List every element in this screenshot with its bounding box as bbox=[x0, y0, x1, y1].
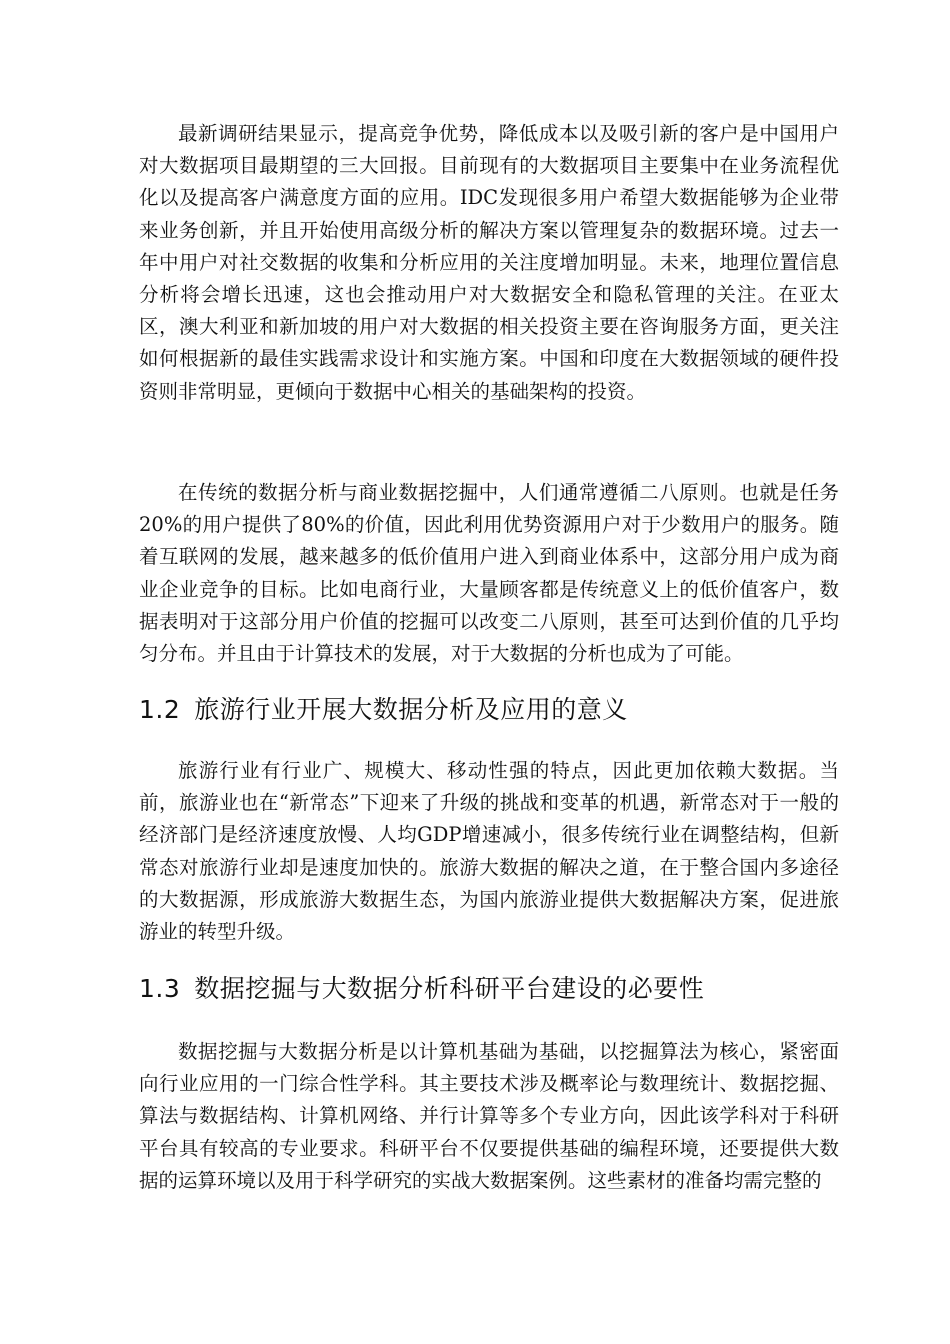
body-paragraph-4: 数据挖掘与大数据分析是以计算机基础为基础，以挖掘算法为核心，紧密面向行业应用的一门综合性学科。其主要技术涉及概率论与数理统计、数据挖掘、算法与数据结构、计算机网络、并行计算等多个专业方向，因此该学科对于科研平台具有较高的专业要求。科研平台不仅要提供基础的编程环境，还要提供大数据的运算环境以及用于科学研究的实战大数据案例。这些素材的准备均需完整的 bbox=[139, 1040, 839, 1192]
body-paragraph-2: 在传统的数据分析与商业数据挖掘中，人们通常遵循二八原则。也就是任务20%的用户提供了80%的价值，因此利用优势资源用户对于少数用户的服务。随着互联网的发展，越来越多的低价值用户进入到商业体系中，这部分用户成为商业企业竞争的目标。比如电商行业，大量顾客都是传统意义上的低价值客户，数据表明对于这部分用户价值的挖掘可以改变二八原则，甚至可达到价值的几乎均匀分布。并且由于计算技术的发展，对于大数据的分析也成为了可能。 bbox=[139, 481, 839, 666]
section-number: 1.2 bbox=[139, 695, 181, 724]
section-title: 数据挖掘与大数据分析科研平台建设的必要性 bbox=[194, 974, 705, 1003]
section-number: 1.3 bbox=[139, 974, 181, 1003]
body-paragraph-1: 最新调研结果显示，提高竞争优势，降低成本以及吸引新的客户是中国用户对大数据项目最期望的三大回报。目前现有的大数据项目主要集中在业务流程优化以及提高客户满意度方面的应用。IDC发现很多用户希望大数据能够为企业带来业务创新，并且开始使用高级分析的解决方案以管理复杂的数据环境。过去一年中用户对社交数据的收集和分析应用的关注度增加明显。未来，地理位置信息分析将会增长迅速，这也会推动用户对大数据安全和隐私管理的关注。在亚太区，澳大利亚和新加坡的用户对大数据的相关投资主要在咨询服务方面，更关注如何根据新的最佳实践需求设计和实施方案。中国和印度在大数据领域的硬件投资则非常明显，更倾向于数据中心相关的基础架构的投资。 bbox=[139, 122, 839, 403]
section-title: 旅游行业开展大数据分析及应用的意义 bbox=[194, 695, 628, 724]
section-heading-1-2 bbox=[139, 690, 628, 726]
body-paragraph-3: 旅游行业有行业广、规模大、移动性强的特点，因此更加依赖大数据。当前，旅游业也在“新常态”下迎来了升级的挑战和变革的机遇，新常态对于一般的经济部门是经济速度放慢、人均GDP增速减小，很多传统行业在调整结构，但新常态对旅游行业却是速度加快的。旅游大数据的解决之道，在于整合国内多途径的大数据源，形成旅游大数据生态，为国内旅游业提供大数据解决方案，促进旅游业的转型升级。 bbox=[139, 759, 839, 944]
section-heading-1-3 bbox=[139, 969, 704, 1005]
